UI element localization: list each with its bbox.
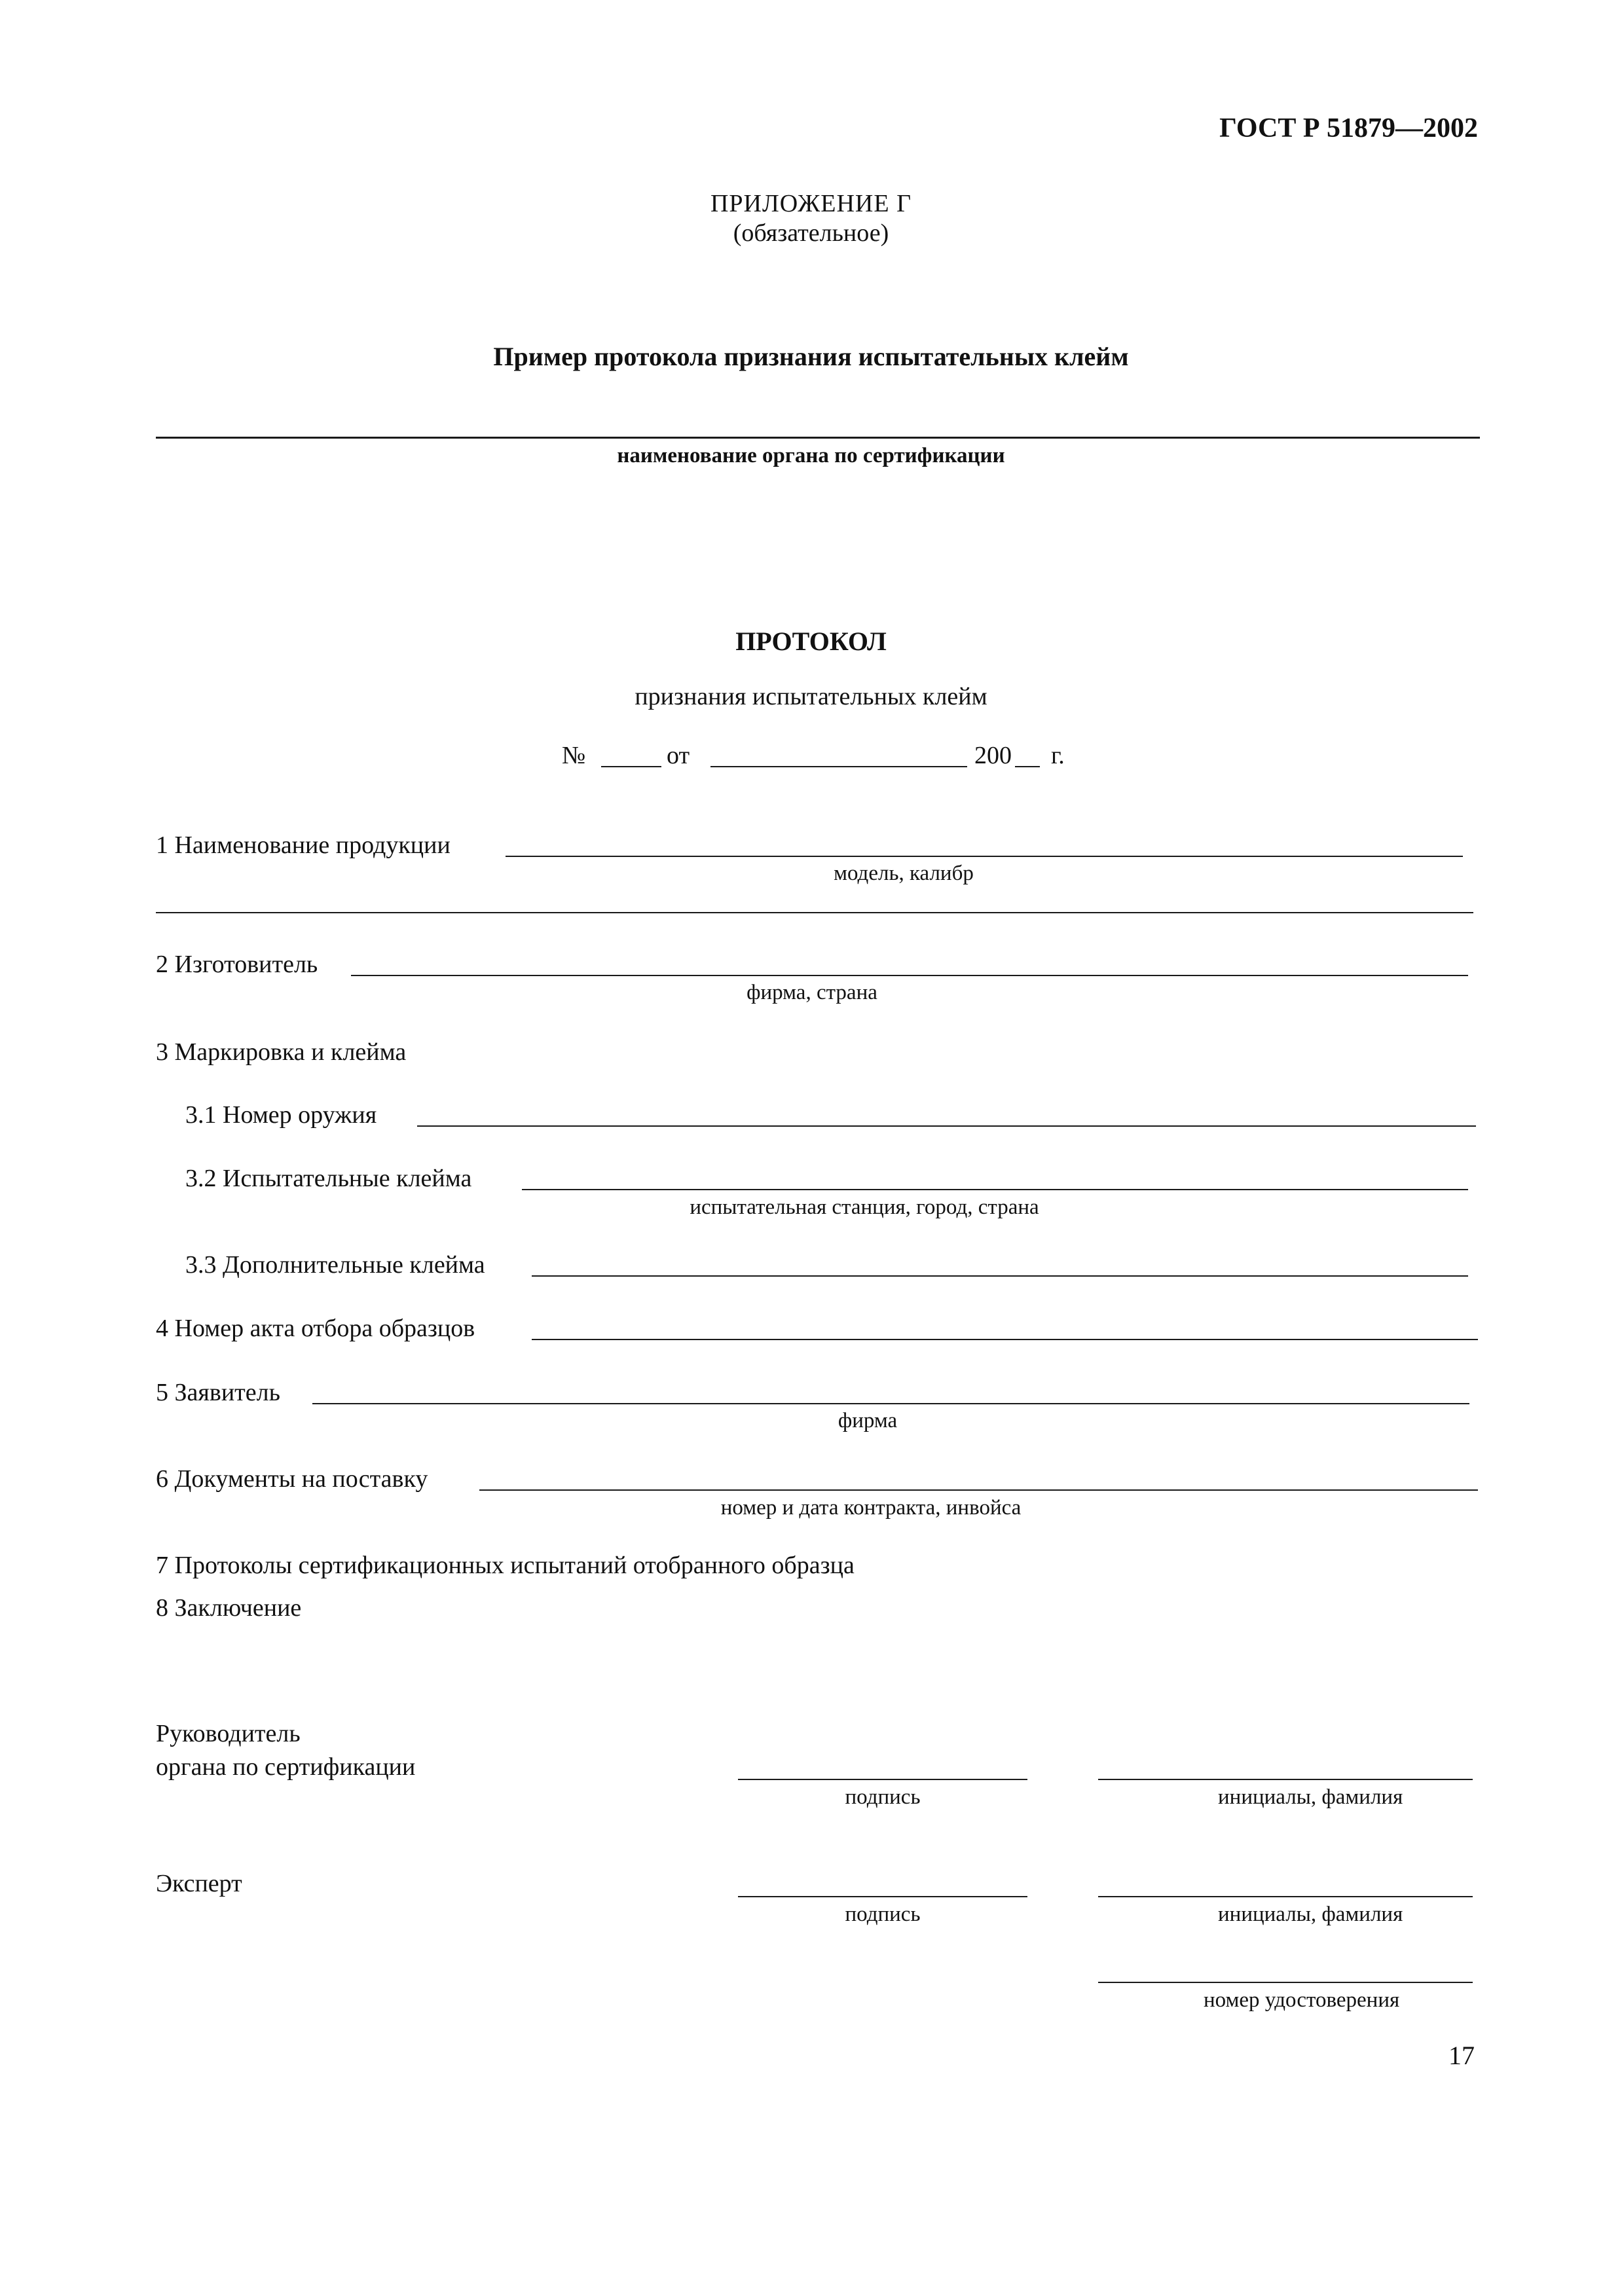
standard-number: ГОСТ Р 51879—2002: [1219, 113, 1478, 143]
number-sign: №: [562, 742, 586, 769]
field-3-1-label: 3.1 Номер оружия: [185, 1101, 377, 1129]
field-3-label: 3 Маркировка и клейма: [156, 1038, 407, 1066]
delivery-documents-field[interactable]: [479, 1489, 1478, 1491]
page-number: 17: [1448, 2041, 1475, 2070]
field-1-label: 1 Наименование продукции: [156, 831, 451, 859]
field-3-2-caption: испытательная станция, город, страна: [690, 1195, 1039, 1219]
sampling-act-number-field[interactable]: [532, 1339, 1478, 1340]
document-title: Пример протокола признания испытательных клейм: [493, 342, 1129, 371]
expert-name-field[interactable]: [1098, 1896, 1473, 1897]
protocol-year-field[interactable]: [1015, 766, 1040, 767]
head-name-field[interactable]: [1098, 1779, 1473, 1780]
expert-signature-field[interactable]: [738, 1896, 1027, 1897]
authority-caption: наименование органа по сертификации: [617, 444, 1005, 467]
field-5-caption: фирма: [838, 1409, 898, 1432]
field-2-caption: фирма, страна: [746, 981, 877, 1004]
year-prefix: 200: [974, 742, 1012, 769]
protocol-date-field[interactable]: [710, 766, 967, 767]
protocol-subheading: признания испытательных клейм: [635, 683, 987, 710]
appendix-status: (обязательное): [733, 219, 889, 247]
head-name-caption: инициалы, фамилия: [1218, 1785, 1403, 1809]
test-marks-field[interactable]: [522, 1189, 1468, 1190]
field-3-3-label: 3.3 Дополнительные клейма: [185, 1251, 485, 1279]
field-4-label: 4 Номер акта отбора образцов: [156, 1315, 475, 1342]
field-2-label: 2 Изготовитель: [156, 951, 318, 978]
expert-label: Эксперт: [156, 1870, 242, 1897]
from-word: от: [667, 742, 690, 769]
protocol-number-field[interactable]: [601, 766, 661, 767]
year-suffix: г.: [1051, 742, 1065, 769]
expert-name-caption: инициалы, фамилия: [1218, 1903, 1403, 1926]
field-8-label: 8 Заключение: [156, 1594, 302, 1622]
product-name-field[interactable]: [506, 856, 1463, 857]
protocol-heading: ПРОТОКОЛ: [735, 627, 887, 656]
certificate-number-caption: номер удостоверения: [1204, 1988, 1400, 2012]
head-title-line-1: Руководитель: [156, 1720, 301, 1747]
appendix-title: ПРИЛОЖЕНИЕ Г: [710, 190, 912, 217]
additional-marks-field[interactable]: [532, 1275, 1468, 1277]
certificate-number-field[interactable]: [1098, 1982, 1473, 1983]
head-signature-caption: подпись: [845, 1785, 921, 1809]
weapon-number-field[interactable]: [417, 1125, 1476, 1127]
head-title-line-2: органа по сертификации: [156, 1753, 416, 1781]
field-6-caption: номер и дата контракта, инвойса: [720, 1496, 1022, 1520]
expert-signature-caption: подпись: [845, 1903, 921, 1926]
field-6-label: 6 Документы на поставку: [156, 1465, 428, 1493]
authority-name-line[interactable]: [156, 437, 1480, 439]
field-7-label: 7 Протоколы сертификационных испытаний отобранного образца: [156, 1552, 855, 1579]
field-5-label: 5 Заявитель: [156, 1379, 280, 1406]
field-3-2-label: 3.2 Испытательные клейма: [185, 1165, 472, 1192]
manufacturer-field[interactable]: [351, 975, 1468, 976]
field-1-caption: модель, калибр: [834, 862, 974, 885]
product-name-continuation-field[interactable]: [156, 912, 1473, 913]
applicant-field[interactable]: [312, 1403, 1469, 1404]
head-signature-field[interactable]: [738, 1779, 1027, 1780]
